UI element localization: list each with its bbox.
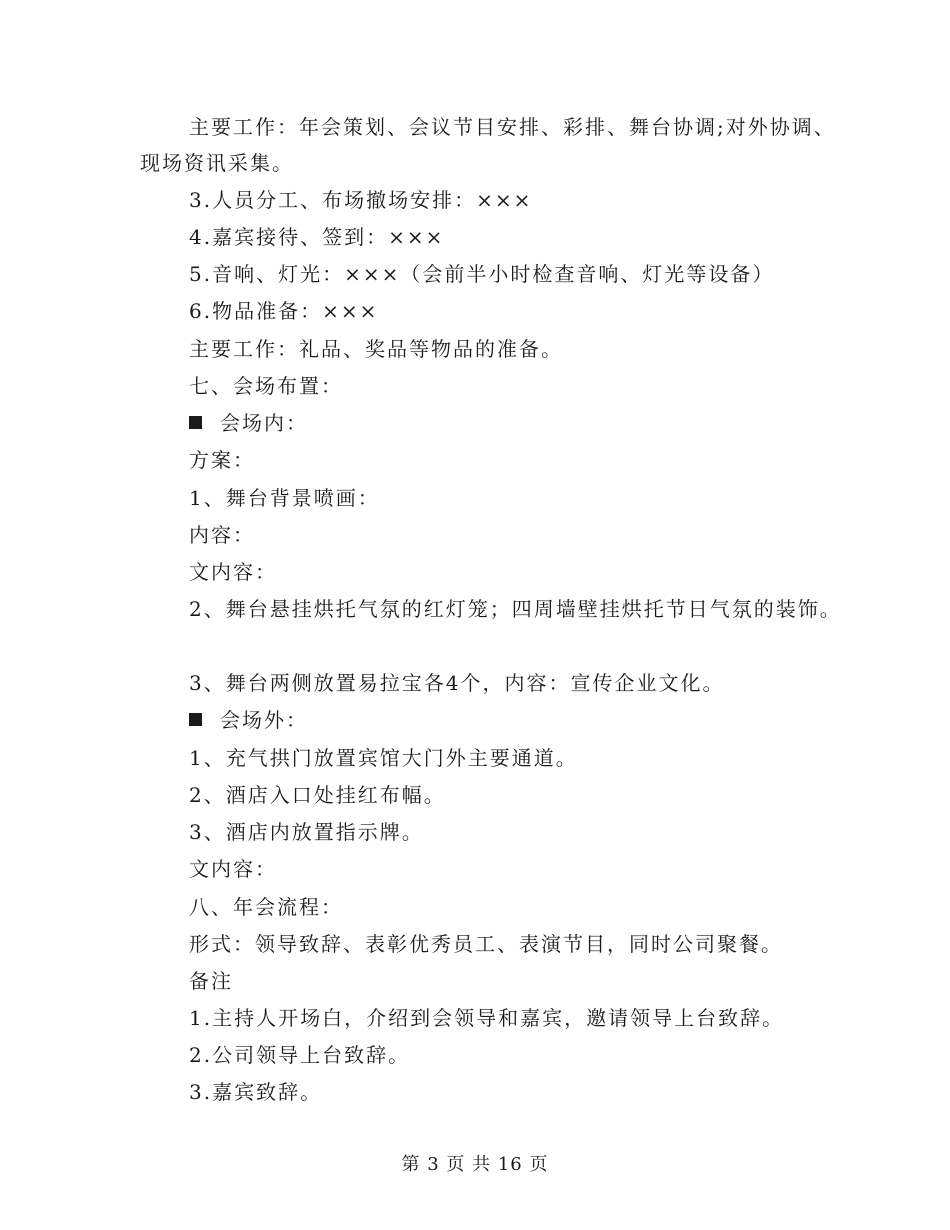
text-line: 备注 bbox=[189, 969, 233, 993]
text-line: 3、酒店内放置指示牌。 bbox=[189, 820, 424, 844]
text-line: 1.主持人开场白，介绍到会领导和嘉宾，邀请领导上台致辞。 bbox=[189, 1006, 785, 1030]
section-heading: 八、年会流程： bbox=[189, 895, 343, 919]
page-footer: 第 3 页 共 16 页 bbox=[401, 1154, 549, 1175]
text-line: 文内容： bbox=[189, 857, 277, 881]
square-bullet-icon bbox=[189, 713, 202, 726]
text-line: 3、舞台两侧放置易拉宝各4个，内容：宣传企业文化。 bbox=[189, 671, 725, 695]
text-line: 3.人员分工、布场撤场安排：××× bbox=[189, 188, 533, 212]
text-line: 2、舞台悬挂烘托气氛的红灯笼；四周墙壁挂烘托节日气氛的装饰。 bbox=[189, 597, 842, 621]
bullet-label: 会场内： bbox=[220, 411, 308, 435]
square-bullet-icon bbox=[189, 416, 202, 429]
text-line: 内容： bbox=[189, 523, 255, 547]
text-line: 形式：领导致辞、表彰优秀员工、表演节目，同时公司聚餐。 bbox=[189, 932, 783, 956]
text-line: 主要工作：年会策划、会议节目安排、彩排、舞台协调;对外协调、 bbox=[189, 115, 836, 139]
text-line: 6.物品准备：××× bbox=[189, 299, 379, 323]
text-line: 文内容： bbox=[189, 560, 277, 584]
text-line: 5.音响、灯光：×××（会前半小时检查音响、灯光等设备） bbox=[189, 262, 775, 286]
text-line: 现场资讯采集。 bbox=[140, 151, 294, 175]
text-line: 方案： bbox=[189, 448, 255, 472]
text-line: 3.嘉宾致辞。 bbox=[189, 1080, 323, 1104]
bullet-label: 会场外： bbox=[220, 708, 308, 732]
text-line: 2.公司领导上台致辞。 bbox=[189, 1043, 411, 1067]
bullet-item bbox=[189, 411, 308, 435]
section-heading: 七、会场布置： bbox=[189, 374, 343, 398]
text-line: 主要工作：礼品、奖品等物品的准备。 bbox=[189, 337, 563, 361]
text-line: 2、酒店入口处挂红布幅。 bbox=[189, 783, 446, 807]
text-line: 4.嘉宾接待、签到：××× bbox=[189, 225, 445, 249]
bullet-item bbox=[189, 708, 308, 732]
text-line: 1、舞台背景喷画： bbox=[189, 486, 380, 510]
text-line: 1、充气拱门放置宾馆大门外主要通道。 bbox=[189, 746, 578, 770]
